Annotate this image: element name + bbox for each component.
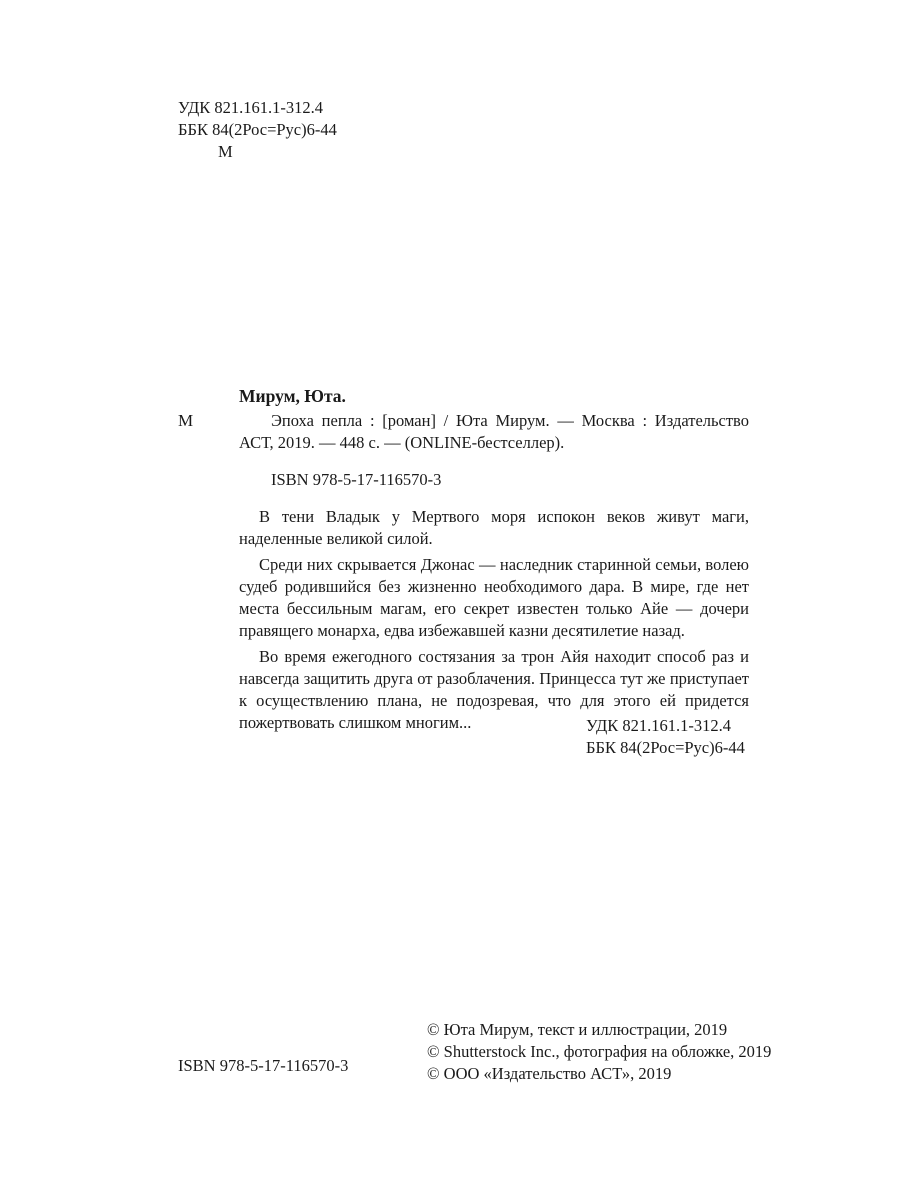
bbk-code: ББК 84(2Рос=Рус)6-44 [178, 120, 337, 139]
footer-isbn: ISBN 978-5-17-116570-3 [178, 1056, 349, 1075]
catalog-author-mark: М [178, 411, 194, 430]
copyright-line: © ООО «Издательство АСТ», 2019 [427, 1064, 672, 1083]
bbk-code: ББК 84(2Рос=Рус)6-44 [586, 738, 745, 757]
author-mark: М [218, 142, 233, 161]
catalog-author: Мирум, Юта. [239, 386, 346, 406]
classification-top [178, 97, 337, 163]
copyright-notices [427, 1019, 771, 1085]
udk-code: УДК 821.161.1-312.4 [178, 98, 324, 117]
copyright-line: © Shutterstock Inc., фотография на обложке, 2019 [427, 1042, 772, 1061]
classification-bottom [586, 715, 745, 759]
bibliographic-description: Эпоха пепла : [роман] / Юта Мирум. — Москва : Издательство АСТ, 2019. — 448 с. — (ONLINE-бестселлер). [239, 411, 749, 452]
annotation-paragraph: Во время ежегодного состязания за трон Айя находит способ раз и навсегда защитить друга от разоблачения. Принцесса тут же приступает к осуществлению плана, не подозревая, что для этого ей придется пожертвовать слишком многим... [239, 647, 749, 732]
annotation-paragraph: Среди них скрывается Джонас — наследник старинной семьи, волею судеб родившийся без жизненно необходимого дара. В мире, где нет места бессильным магам, его секрет известен только Айе — дочери правящего монарха, едва избежавшей казни десятилетие назад. [239, 555, 749, 640]
udk-code: УДК 821.161.1-312.4 [586, 716, 732, 735]
catalog-isbn: ISBN 978-5-17-116570-3 [271, 470, 442, 489]
annotation [239, 506, 749, 738]
copyright-line: © Юта Мирум, текст и иллюстрации, 2019 [427, 1020, 728, 1039]
annotation-paragraph: В тени Владык у Мертвого моря испокон веков живут маги, наделенные великой силой. [239, 507, 749, 548]
